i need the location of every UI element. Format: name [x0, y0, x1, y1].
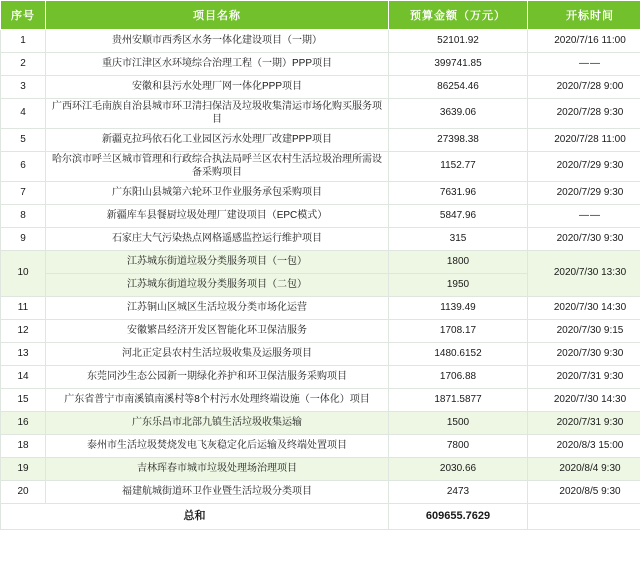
cell-index: 5 [1, 129, 46, 152]
cell-bid-time: 2020/7/16 11:00 [528, 30, 640, 53]
cell-project-name: 贵州安顺市西秀区水务一体化建设项目（一期） [46, 30, 389, 53]
cell-budget: 1708.17 [389, 320, 528, 343]
cell-project-name: 广东省普宁市南溪镇南溪村等8个村污水处理终端设施（一体化）项目 [46, 389, 389, 412]
table-row [1, 412, 640, 435]
cell-bid-time: 2020/7/29 9:30 [528, 182, 640, 205]
cell-budget: 52101.92 [389, 30, 528, 53]
cell-index: 8 [1, 205, 46, 228]
column-header-bid-time: 开标时间 [528, 1, 640, 30]
total-amount: 609655.7629 [389, 504, 528, 530]
table-row [1, 205, 640, 228]
cell-index: 19 [1, 458, 46, 481]
cell-budget: 315 [389, 228, 528, 251]
table-header [1, 1, 640, 30]
cell-index: 15 [1, 389, 46, 412]
cell-bid-time: 2020/7/31 9:30 [528, 366, 640, 389]
cell-budget: 7631.96 [389, 182, 528, 205]
cell-project-name: 新疆克拉玛依石化工业园区污水处理厂改建PPP项目 [46, 129, 389, 152]
cell-index: 1 [1, 30, 46, 53]
total-label: 总和 [1, 504, 389, 530]
cell-index: 10 [1, 251, 46, 297]
table-row [1, 99, 640, 129]
cell-budget: 1706.88 [389, 366, 528, 389]
cell-project-name: 重庆市江津区水环境综合治理工程（一期）PPP项目 [46, 53, 389, 76]
cell-bid-time: 2020/7/30 9:30 [528, 343, 640, 366]
cell-project-name: 吉林珲春市城市垃圾处理场治理项目 [46, 458, 389, 481]
cell-budget: 7800 [389, 435, 528, 458]
table-row [1, 152, 640, 182]
table-row [1, 297, 640, 320]
cell-budget: 2030.66 [389, 458, 528, 481]
cell-index: 12 [1, 320, 46, 343]
cell-bid-time: 2020/7/31 9:30 [528, 412, 640, 435]
table-row [1, 481, 640, 504]
cell-budget: 399741.85 [389, 53, 528, 76]
cell-index: 11 [1, 297, 46, 320]
table-row [1, 251, 640, 274]
cell-index: 14 [1, 366, 46, 389]
cell-project-name: 江苏铜山区城区生活垃圾分类市场化运营 [46, 297, 389, 320]
column-header-index: 序号 [1, 1, 46, 30]
cell-bid-time: 2020/7/30 9:15 [528, 320, 640, 343]
cell-project-name: 广东乐昌市北部九镇生活垃圾收集运输 [46, 412, 389, 435]
cell-bid-time: —— [528, 53, 640, 76]
cell-index: 16 [1, 412, 46, 435]
cell-budget: 1871.5877 [389, 389, 528, 412]
cell-budget: 1139.49 [389, 297, 528, 320]
table-row [1, 129, 640, 152]
cell-project-name: 河北正定县农村生活垃圾收集及运服务项目 [46, 343, 389, 366]
cell-bid-time: 2020/7/30 14:30 [528, 297, 640, 320]
cell-index: 20 [1, 481, 46, 504]
cell-budget: 1500 [389, 412, 528, 435]
header-row [1, 1, 640, 30]
cell-bid-time: —— [528, 205, 640, 228]
cell-project-name: 东莞同沙生态公园新一期绿化养护和环卫保洁服务采购项目 [46, 366, 389, 389]
cell-index: 18 [1, 435, 46, 458]
cell-project-name: 石家庄大气污染热点网格遥感监控运行维护项目 [46, 228, 389, 251]
cell-project-name: 广西环江毛南族自治县城市环卫清扫保洁及垃圾收集清运市场化购买服务项目 [46, 99, 389, 129]
cell-budget: 86254.46 [389, 76, 528, 99]
cell-budget: 1152.77 [389, 152, 528, 182]
cell-project-name: 福建航城街道环卫作业暨生活垃圾分类项目 [46, 481, 389, 504]
table-row [1, 320, 640, 343]
cell-budget: 1950 [389, 274, 528, 297]
cell-project-name: 江苏城东街道垃圾分类服务项目（一包） [46, 251, 389, 274]
cell-bid-time: 2020/7/28 9:00 [528, 76, 640, 99]
table-row [1, 76, 640, 99]
table-row [1, 228, 640, 251]
cell-index: 3 [1, 76, 46, 99]
column-header-project-name: 项目名称 [46, 1, 389, 30]
cell-project-name: 安徽和县污水处理厂网一体化PPP项目 [46, 76, 389, 99]
cell-bid-time: 2020/7/29 9:30 [528, 152, 640, 182]
cell-project-name: 江苏城东街道垃圾分类服务项目（二包） [46, 274, 389, 297]
cell-project-name: 哈尔滨市呼兰区城市管理和行政综合执法局呼兰区农村生活垃圾治理所需设备采购项目 [46, 152, 389, 182]
cell-budget: 2473 [389, 481, 528, 504]
cell-budget: 5847.96 [389, 205, 528, 228]
cell-bid-time: 2020/7/28 11:00 [528, 129, 640, 152]
table-row [1, 458, 640, 481]
cell-budget: 27398.38 [389, 129, 528, 152]
cell-bid-time: 2020/8/5 9:30 [528, 481, 640, 504]
cell-bid-time: 2020/8/3 15:00 [528, 435, 640, 458]
cell-bid-time: 2020/8/4 9:30 [528, 458, 640, 481]
table-row [1, 343, 640, 366]
cell-project-name: 安徽繁昌经济开发区智能化环卫保洁服务 [46, 320, 389, 343]
cell-index: 4 [1, 99, 46, 129]
cell-budget: 1800 [389, 251, 528, 274]
cell-project-name: 新疆库车县餐厨垃圾处理厂建设项目（EPC模式） [46, 205, 389, 228]
cell-index: 6 [1, 152, 46, 182]
cell-budget: 1480.6152 [389, 343, 528, 366]
cell-project-name: 泰州市生活垃圾焚烧发电飞灰稳定化后运输及终端处置项目 [46, 435, 389, 458]
table-row [1, 366, 640, 389]
cell-bid-time: 2020/7/30 13:30 [528, 251, 640, 297]
cell-bid-time: 2020/7/30 9:30 [528, 228, 640, 251]
cell-index: 13 [1, 343, 46, 366]
table-row [1, 30, 640, 53]
cell-bid-time: 2020/7/28 9:30 [528, 99, 640, 129]
table-body [1, 30, 640, 530]
cell-bid-time: 2020/7/30 14:30 [528, 389, 640, 412]
table-row [1, 435, 640, 458]
table-row [1, 389, 640, 412]
cell-project-name: 广东阳山县城第六轮环卫作业服务承包采购项目 [46, 182, 389, 205]
cell-index: 2 [1, 53, 46, 76]
column-header-budget: 预算金额（万元） [389, 1, 528, 30]
cell-index: 7 [1, 182, 46, 205]
cell-index: 9 [1, 228, 46, 251]
table-total-row [1, 504, 640, 530]
table-row [1, 53, 640, 76]
table-row [1, 182, 640, 205]
total-time [528, 504, 640, 530]
cell-budget: 3639.06 [389, 99, 528, 129]
